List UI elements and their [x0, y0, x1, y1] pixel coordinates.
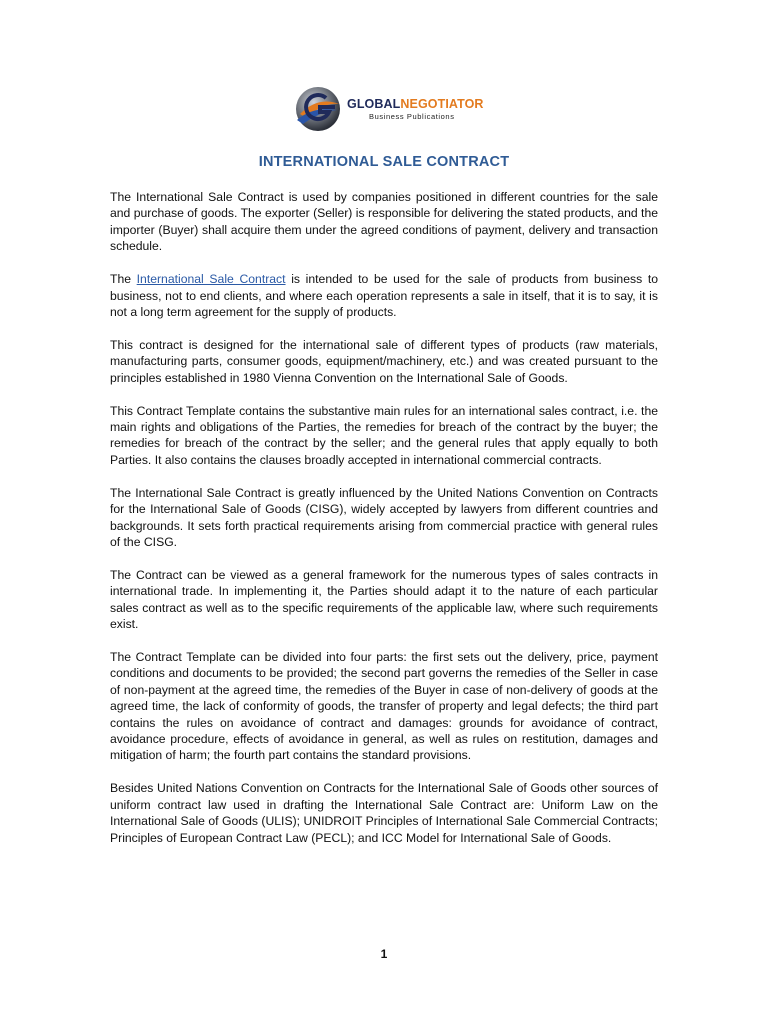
logo-wordmark: GLOBALNEGOTIATOR	[347, 97, 484, 111]
paragraph-four-parts: The Contract Template can be divided into four parts: the first sets out the delivery, price, payment conditions and documents to be provided; the second part governs the remedies of the Seller in case of non-payment at the agreed time, the remedies of the Buyer in case of non-delivery of goods at the agreed time, the lack of conformity of goods, the transfer of property and legal defects; the third part contains the rules on avoidance of contract and damages: grounds for avoidance of contract, avoidance procedure, effects of avoidance in general, as well as rules on restitution, damages and mitigation of harm; the fourth part contains the standard provisions.	[110, 649, 658, 763]
international-sale-contract-link[interactable]: International Sale Contract	[136, 272, 286, 287]
document-title: INTERNATIONAL SALE CONTRACT	[258, 154, 510, 170]
paragraph-intro: The International Sale Contract is used by companies positioned in different countries for the sale and purchase of goods. The exporter (Seller) is responsible for delivering the stated products, and the importer (Buyer) shall acquire them under the agreed conditions of payment, delivery and transaction schedule.	[110, 190, 658, 254]
paragraph-purpose: The International Sale Contract is intended to be used for the sale of products from business to business, not to end clients, and where each operation represents a sale in itself, that it is to say, it is not a long term agreement for the supply of products.	[110, 272, 658, 319]
paragraph-design: This contract is designed for the international sale of different types of products (raw materials, manufacturing parts, consumer goods, equipment/machinery, etc.) and was created pursuant to the principles established in 1980 Vienna Convention on the International Sale of Goods.	[110, 337, 658, 385]
paragraph-framework: The Contract can be viewed as a general framework for the numerous types of sales contracts in international trade. In implementing it, the Parties should adapt it to the nature of each particular sales contract as well as to the specific requirements of the applicable law, where such requirements exist.	[110, 567, 658, 632]
paragraph-sources: Besides United Nations Convention on Contracts for the International Sale of Goods other sources of uniform contract law used in drafting the International Sale Contract are: Uniform Law on the International Sale of Goods (ULIS); UNIDROIT Principles of International Sale Commercial Contracts; Principles of European Contract Law (PECL); and ICC Model for International Sale of Goods.	[110, 781, 658, 845]
paragraph-template-rules: This Contract Template contains the substantive main rules for an international sales contract, i.e. the main rights and obligations of the Parties, the remedies for breach of the contract by the buyer; the remedies for breach of the contract by the seller; and the general rules that apply equally to both Parties. It also contains the clauses broadly accepted in international commercial contracts.	[110, 403, 658, 467]
globe-logo-icon	[293, 84, 343, 134]
globalnegotiator-logo	[293, 83, 483, 135]
logo-subtitle: Business Publications	[369, 112, 455, 121]
page-number: 1	[380, 947, 388, 961]
document-body	[110, 189, 658, 862]
paragraph-cisg: The International Sale Contract is greatly influenced by the United Nations Convention on Contracts for the International Sale of Goods (CISG), widely accepted by lawyers from different countries and backgrounds. It sets forth practical requirements arising from commercial practice with general rules of the CISG.	[110, 485, 658, 549]
